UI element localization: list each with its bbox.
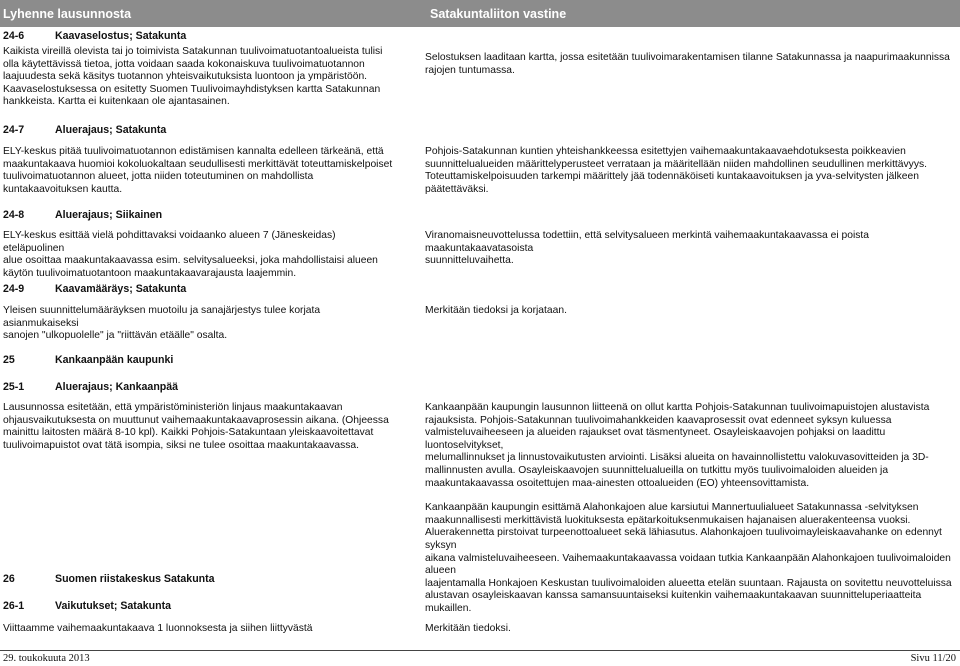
section-number: 24-6 [3, 30, 25, 42]
section-heading-24-6 [0, 30, 960, 43]
text-line: mallinnusten avulla. Osayleiskaavojen suunnittelualueilla on tutkittu myös tuulivoimaloiden alueiden ja [425, 464, 889, 476]
page-footer [0, 652, 960, 666]
table-header [0, 0, 960, 27]
section-heading-24-8 [0, 209, 960, 222]
response-text [425, 230, 955, 268]
response-text [425, 52, 955, 77]
text-line: suunnitteluvaihetta. [425, 255, 514, 267]
section-heading-25-1 [0, 381, 960, 394]
text-line: Kankaanpään kaupungin esittämä Alahonkajoen alue karsiutui Mannertuulialueet Satakunnassa -selvityksen [425, 502, 919, 514]
text-line: ELY-keskus pitää tuulivoimatuotannon edistämisen kannalta edelleen tärkeänä, että [3, 146, 384, 157]
text-line: Pohjois-Satakunnan kuntien yhteishankkeessa esitettyjen vaihemaakuntakaavaehdotuksesta poikkeavien [425, 146, 906, 157]
text-line: rajauksista. Pohjois-Satakunnan tuulivoimahankkeiden kaavaprosessit ovat edenneet syksyn kuluessa [425, 414, 892, 426]
text-line: Kaikista vireillä olevista tai jo toimivista Satakunnan tuulivoimatuotantoalueista tulisi [3, 46, 383, 57]
statement-text [3, 46, 395, 109]
section-heading-24-9 [0, 283, 960, 296]
statement-text [3, 402, 395, 452]
text-line: alue osoittaa maakuntakaavassa esim. selvitysalueeksi, joka mahdollistaisi alueen [3, 255, 378, 267]
text-line: tuulivoimapuistot ovat tätä isompia, siksi ne tulee osoittaa maakuntakaavassa. [3, 439, 360, 451]
footer-page-number: Sivu 11/20 [910, 653, 956, 664]
section-number: 25 [3, 354, 15, 366]
text-line: maakunnallisesti merkittävistä luokituksesta epätarkoituksenmukaisen hajanaisen aluerakenteensa vuoksi. [425, 514, 911, 526]
section-heading-25 [0, 354, 960, 367]
section-number: 26 [3, 573, 15, 585]
section-heading-26 [0, 573, 960, 586]
section-title: Aluerajaus; Siikainen [55, 209, 163, 221]
text-line: Lausunnossa esitetään, että ympäristöministeriön linjaus maakuntakaavan [3, 402, 343, 413]
text-line: ohjausvaikutuksesta on muuttunut vaihemaakuntakaavaprosessin aikana. (Ohjeessa [3, 414, 389, 426]
text-line: laajuudesta sekä käsitys tuotannon yhteisvaikutuksista luontoon ja ympäristöön. [3, 71, 368, 83]
text-line: Kankaanpään kaupungin lausunnon liitteenä on ollut kartta Pohjois-Satakunnan tuulivoimapuistojen alustavista [425, 402, 930, 413]
text-line: Selostuksen laaditaan kartta, jossa esitetään tuulivoimarakentamisen tilanne Satakunnassa ja naapurimaakunnissa [425, 52, 950, 63]
response-text [425, 305, 955, 318]
statement-text [3, 305, 395, 343]
section-title: Kankaanpään kaupunki [55, 354, 174, 366]
text-line: melumallinnukset ja linnustovaikutusten arviointi. Lisäksi alueita on havainnollistettu valokuvasovitteiden ja 3D- [425, 452, 929, 464]
section-title: Aluerajaus; Satakunta [55, 124, 167, 136]
text-line: olla käytettävissä tietoa, jotta voidaan saada kokonaiskuva tuulivoimatuotannon [3, 58, 365, 70]
section-title: Kaavaselostus; Satakunta [55, 30, 187, 42]
statement-text [3, 146, 395, 196]
section-heading-24-7 [0, 124, 960, 137]
text-line: käytön tuulivoimatuotantoon maakuntakaavarajausta laajemmin. [3, 267, 297, 279]
text-line: aikana valmisteluvaiheeseen. Vaihemaakuntakaavassa voidaan tutkia Kankaanpään Alahonkajoen tuulivoimaloiden alueen [425, 552, 951, 577]
text-line: Yleisen suunnittelumääräyksen muotoilu ja sanajärjestys tulee korjata asianmukaiseksi [3, 305, 321, 329]
section-title: Suomen riistakeskus Satakunta [55, 573, 215, 585]
text-line: laajentamalla Honkajoen Keskustan tuulivoimaloiden alueetta etelän suuntaan. Rajausta on sovitettu neuvotteluissa [425, 577, 952, 589]
footer-date: 29. toukokuuta 2013 [3, 653, 90, 664]
section-heading-26-1 [0, 600, 960, 613]
statement-text [3, 623, 395, 636]
section-title: Kaavamääräys; Satakunta [55, 283, 187, 295]
section-number: 24-9 [3, 283, 25, 295]
text-line: Merkitään tiedoksi ja korjataan. [425, 305, 567, 316]
text-line: Toteuttamiskelpoisuuden tarkempi määrittely jää todennäköiseti kuntakaavoituksen ja yva-selvitysten jälkeen [425, 171, 919, 183]
text-line: Merkitään tiedoksi. [425, 623, 511, 634]
section-title: Aluerajaus; Kankaanpää [55, 381, 179, 393]
text-line: tuulivoimatuotannon alueet, jotta niiden toteutuminen on mahdollista [3, 171, 314, 183]
response-text [425, 623, 955, 636]
text-line: Kaavaselostuksessa on esitetty Suomen Tuulivoimayhdistyksen kartta Satakunnan [3, 83, 381, 95]
statement-text [3, 230, 395, 280]
text-line: päätettäväksi. [425, 183, 489, 195]
text-line: maakuntakaavassa osoitettujen maa-ainesten ottoalueiden (EO) yhteensovittamista. [425, 477, 810, 489]
header-left-title: Lyhenne lausunnosta [3, 7, 132, 21]
document-body [0, 27, 960, 637]
text-line: sanojen "ulkopuolelle" ja "riittävän etäälle" osalta. [3, 330, 228, 342]
text-line: rajojen tuntumassa. [425, 64, 515, 76]
text-line: mainittu laitosten määrä 8-10 kpl). Kaikki Pohjois-Satakuntaan yleiskaavoitettavat [3, 427, 374, 439]
text-line: Viranomaisneuvottelussa todettiin, että selvitysalueen merkintä vaihemaakuntakaavassa ei poista maakuntakaavatasoista [425, 230, 869, 254]
response-text [425, 146, 955, 196]
text-line: hankkeista. Kartta ei kuitenkaan ole ajantasainen. [3, 96, 230, 108]
text-line: ELY-keskus esittää vielä pohdittavaksi voidaanko alueen 7 (Jäneskeidas) eteläpuolinen [3, 230, 336, 254]
text-line: maakuntakaava huomioi kokoluokaltaan seudullisesti merkittävät toteuttamiskelpoiset [3, 158, 393, 170]
section-number: 24-7 [3, 124, 25, 136]
header-right-title: Satakuntaliiton vastine [430, 7, 567, 21]
text-line: alustavan osayleiskaavan kanssa samansuuntaiseksi kuitenkin vaihemaakuntakaavan suunnitteluperiaatteita mukaillen. [425, 590, 922, 614]
footer-divider [0, 650, 960, 651]
text-line: valmisteluvaiheeseen ja alueiden rajaukset ovat täsmentyneet. Osayleiskaavojen pohjaksi on laadittu luontoselvitykset, [425, 427, 886, 451]
text-line: Aluerakennetta pirstoivat turpeenottoalueet sekä lähiasutus. Alahonkajoen tuulivoimayleiskaavahanke on edennyt syksyn [425, 527, 942, 551]
section-number: 26-1 [3, 600, 25, 612]
text-line: kuntakaavoituksen kautta. [3, 183, 123, 195]
section-number: 25-1 [3, 381, 25, 393]
text-line: Viittaamme vaihemaakuntakaava 1 luonnoksesta ja siihen liittyvästä [3, 623, 313, 634]
section-number: 24-8 [3, 209, 25, 221]
section-title: Vaikutukset; Satakunta [55, 600, 171, 612]
text-line: suunnittelualueiden määrittelyperusteet verrataan ja määritellään niiden mahdollinen seudullinen merkittävyys. [425, 158, 927, 170]
